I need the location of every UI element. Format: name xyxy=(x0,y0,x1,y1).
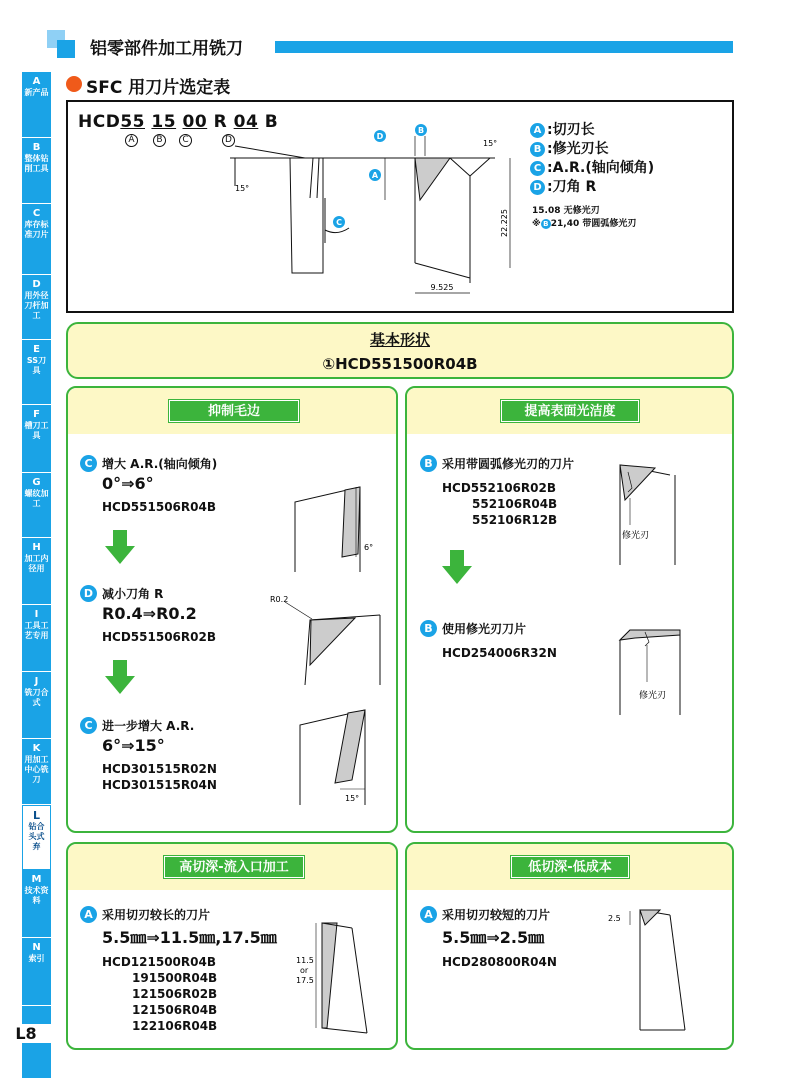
arrow-down-icon xyxy=(105,530,135,564)
insert-geometry-diagram xyxy=(225,118,525,303)
sidebar-letter: K xyxy=(32,743,41,754)
svg-text:2.5: 2.5 xyxy=(608,914,621,923)
svg-text:修光刃: 修光刃 xyxy=(622,531,650,541)
finish-figure-1 xyxy=(610,460,690,570)
sidebar-item-c[interactable] xyxy=(22,204,51,275)
sidebar-label: 槽刀工具 xyxy=(24,421,49,440)
arrow-down-icon xyxy=(442,550,472,584)
basic-shape-banner: 基本形状 ①HCD551500R04B xyxy=(66,322,734,379)
panel-title-burr: 抑制毛边 xyxy=(169,400,299,422)
sidebar-letter: C xyxy=(32,208,41,219)
panel-title-finish: 提高表面光洁度 xyxy=(501,400,639,422)
sidebar-letter: N xyxy=(32,942,41,953)
sidebar-letter: H xyxy=(32,542,41,553)
section-title: SFC 用刀片选定表 xyxy=(86,78,231,98)
sidebar-label: 索引 xyxy=(28,954,45,963)
sidebar-item-l[interactable] xyxy=(22,805,51,870)
sidebar-letter: M xyxy=(31,874,42,885)
panel-title-deep: 高切深-流入口加工 xyxy=(164,856,304,878)
sidebar-label: 螺纹加工 xyxy=(24,489,49,508)
svg-text:A: A xyxy=(371,171,379,180)
finish-figure-2 xyxy=(615,620,690,720)
svg-text:22.225: 22.225 xyxy=(500,209,509,237)
sidebar-label: 工具工艺专用 xyxy=(24,621,49,640)
panel-title-low: 低切深-低成本 xyxy=(511,856,629,878)
code-marker-b: B xyxy=(153,134,166,147)
burr-step-2: D 减小刀角 R R0.4⇒R0.2 HCD551506R02B xyxy=(80,585,216,645)
sidebar-letter: G xyxy=(32,477,41,488)
svg-text:C: C xyxy=(336,218,342,227)
svg-text:or: or xyxy=(300,966,309,975)
burr-figure-1 xyxy=(290,482,385,582)
sidebar-label: 钻合头式弃 xyxy=(28,822,45,851)
svg-text:15°: 15° xyxy=(235,184,250,193)
sidebar-item-m[interactable] xyxy=(22,870,51,938)
svg-text:15°: 15° xyxy=(345,794,360,803)
sidebar-item-a[interactable] xyxy=(22,72,51,138)
low-figure xyxy=(605,905,695,1035)
sidebar-label: SS刀具 xyxy=(26,356,47,375)
sidebar-letter: B xyxy=(32,142,41,153)
svg-text:R0.2: R0.2 xyxy=(270,595,289,604)
svg-text:B: B xyxy=(417,126,425,135)
panel-surface-finish xyxy=(405,386,734,833)
sidebar-item-b[interactable] xyxy=(22,138,51,204)
deep-figure xyxy=(282,918,382,1038)
burr-step-3: C 进一步增大 A.R. 6°⇒15° HCD301515R02N HCD301515R04N xyxy=(80,717,217,793)
finish-step-1: B 采用带圆弧修光刃的刀片 HCD552106R02B 552106R04B 552106R12B xyxy=(420,455,574,528)
sidebar-item-d[interactable] xyxy=(22,275,51,340)
sidebar-label: 技术资料 xyxy=(24,886,49,905)
sidebar-label: 整体钻削工具 xyxy=(24,154,49,173)
sidebar-label: 加工内径用 xyxy=(24,554,49,573)
svg-text:11.5: 11.5 xyxy=(296,956,314,965)
burr-figure-2 xyxy=(265,590,385,690)
code-breakdown: HCD55 15 00 R 04 B xyxy=(78,112,279,132)
header-square-icon xyxy=(47,30,75,58)
sidebar-label: 铣刀合式 xyxy=(24,688,49,707)
low-step-1: A 采用切刃较短的刀片 5.5㎜⇒2.5㎜ HCD280800R04N xyxy=(420,906,557,970)
sidebar-item-k[interactable] xyxy=(22,739,51,805)
svg-text:修光刃: 修光刃 xyxy=(639,691,667,701)
code-marker-c: C xyxy=(179,134,192,147)
sidebar-label: 用加工中心铣刀 xyxy=(24,755,49,784)
bullet-dot-icon xyxy=(66,76,82,92)
header-bar xyxy=(275,41,733,53)
sidebar-letter: F xyxy=(33,409,40,420)
sidebar-item-h[interactable] xyxy=(22,538,51,605)
legend: A :切刃长 B :修光刃长 C :A.R.(轴向倾角) D :刀角 R xyxy=(530,121,654,197)
burr-step-1: C 增大 A.R.(轴向倾角) 0°⇒6° HCD551506R04B xyxy=(80,455,217,515)
sidebar-item-i[interactable] xyxy=(22,605,51,672)
sidebar-item-n[interactable] xyxy=(22,938,51,1006)
sidebar-letter: L xyxy=(32,809,40,822)
code-marker-d: D xyxy=(222,134,235,147)
sidebar-letter: I xyxy=(34,609,39,620)
page-title: 铝零部件加工用铣刀 xyxy=(90,39,243,59)
svg-text:6°: 6° xyxy=(364,543,374,552)
sidebar-letter: D xyxy=(32,279,41,290)
sidebar-label: 新产品 xyxy=(24,88,49,97)
sidebar-label: 用外径刀杆加工 xyxy=(24,291,49,320)
sidebar-item-j[interactable] xyxy=(22,672,51,739)
sidebar xyxy=(22,72,51,1078)
sidebar-letter: A xyxy=(32,76,41,87)
sidebar-letter: J xyxy=(34,676,39,687)
svg-text:D: D xyxy=(376,132,384,141)
svg-text:17.5: 17.5 xyxy=(296,976,314,985)
deep-step-1: A 采用切刃较长的刀片 5.5㎜⇒11.5㎜,17.5㎜ HCD121500R04B 191500R04B 121506R02B 121506R04B 122106R04B xyxy=(80,906,277,1034)
sidebar-label: 库存标准刀片 xyxy=(24,220,49,239)
code-marker-a: A xyxy=(125,134,138,147)
sidebar-item-g[interactable] xyxy=(22,473,51,538)
dimension-note: 15.08 无修光刃 ※ B 21,40 带圆弧修光刃 xyxy=(532,206,637,229)
burr-figure-3 xyxy=(290,705,385,810)
sidebar-item-e[interactable] xyxy=(22,340,51,405)
sidebar-item-f[interactable] xyxy=(22,405,51,473)
finish-step-2: B 使用修光刃刀片 HCD254006R32N xyxy=(420,620,557,661)
svg-text:15°: 15° xyxy=(483,139,498,148)
page-number: L8 xyxy=(0,1024,52,1043)
arrow-down-icon xyxy=(105,660,135,694)
svg-text:9.525: 9.525 xyxy=(430,283,454,292)
sidebar-letter: E xyxy=(33,344,40,355)
